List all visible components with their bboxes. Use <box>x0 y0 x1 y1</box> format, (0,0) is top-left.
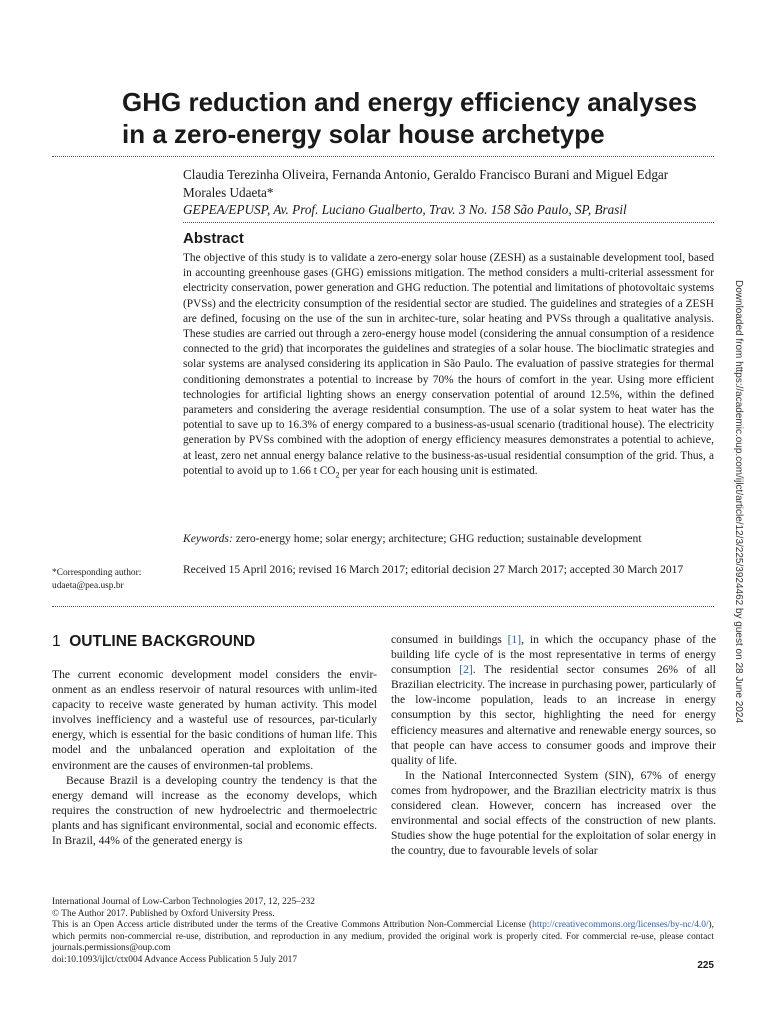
title-divider <box>52 156 714 157</box>
author-affiliation: GEPEA/EPUSP, Av. Prof. Luciano Gualberto, Trav. 3 No. 158 São Paulo, SP, Brasil <box>183 202 627 217</box>
right-paragraph-1 <box>391 632 716 768</box>
right-paragraph-2: In the National Interconnected System (SIN), 67% of energy comes from hydropower, and the Brazilian electricity matrix is thus considered clean. However, concern has increased over the environmental and social effects of the construction of new plants. Studies show the huge potential for the exploitation of solar energy in the country, due to favourable levels of solar <box>391 768 716 858</box>
license-link[interactable]: http://creativecommons.org/licenses/by-nc/4.0/ <box>532 920 709 931</box>
corresponding-author-label: *Corresponding author: <box>52 568 142 578</box>
download-watermark <box>732 280 744 740</box>
co2-subscript: 2 <box>335 470 340 480</box>
left-paragraph-1: The current economic development model considers the envir-onment as an endless reservoir of natural resources with unlim-ited capacity to receive waste generated by human activity. This model involves inefficiency and a wasteful use of resources, par-ticularly energy, which is essential for the basic conditions of human life. This model and the unbalanced operation and exploitation of the environment are the causes of environmen-tal problems. <box>52 668 377 772</box>
right-paragraph-1-a: consumed in buildings <box>391 633 508 646</box>
download-watermark-text: Downloaded from https://academic.oup.com/ijlct/article/12/3/225/3924462 by guest on 28 June 2024 <box>733 280 744 724</box>
journal-citation: International Journal of Low-Carbon Technologies 2017, 12, 225–232 <box>52 897 315 907</box>
license-text-a: This is an Open Access article distributed under the terms of the Creative Commons Attribution Non-Commercial License ( <box>52 920 533 931</box>
paper-title: GHG reduction and energy efficiency analyses in a zero-energy solar house archetype <box>122 87 698 149</box>
right-paragraph-1-c: . The residential sector consumes 26% of all Brazilian electricity. The increase in purchasing power, particularly of the low-income population, leads to an increase in energy consumption by this sector, highlighting the need for energy efficiency measures and alternative and renewable energy sources, so that people can have access to consumer goods and improve their quality of life. <box>391 663 716 767</box>
page-footer <box>52 897 714 967</box>
affiliation-divider <box>183 222 714 223</box>
right-column <box>391 632 716 858</box>
citation-link-1[interactable]: [1] <box>507 633 522 646</box>
corresponding-author-email[interactable]: udaeta@pea.usp.br <box>52 581 124 591</box>
section-number: 1 <box>52 633 61 650</box>
keywords-list: zero-energy home; solar energy; architecture; GHG reduction; sustainable development <box>232 532 642 545</box>
abstract-text <box>183 251 714 482</box>
keywords-label: Keywords: <box>183 532 233 545</box>
received-dates: Received 15 April 2016; revised 16 March 2017; editorial decision 27 March 2017; accepted 30 March 2017 <box>183 564 684 576</box>
left-paragraph-2: Because Brazil is a developing country the tendency is that the energy demand will increase as the economy develops, which requires the construction of new hydroelectric and thermoelectric plants and has significant environmental, social and economic effects. In Brazil, 44% of the generated energy is <box>52 773 377 848</box>
license-notice <box>52 920 714 955</box>
abstract-body-end: per year for each housing unit is estimated. <box>339 464 538 477</box>
abstract-heading: Abstract <box>183 230 244 247</box>
corresponding-author <box>52 567 177 593</box>
front-matter-divider <box>52 606 714 607</box>
license-text-b: ), which permits non-commercial re-use, distribution, and reproduction in any medium, provided the original work is properly cited. For commercial re-use, please contact journals.permissions@oup.com <box>52 920 714 954</box>
section-heading <box>52 633 255 651</box>
abstract-body: The objective of this study is to validate a zero-energy solar house (ZESH) as a sustainable development tool, based in accounting greenhouse gases (GHG) emissions mitigation. The method considers a multi-criterial assessment for electricity conservation, power generation and GHG reduction. The potential and limitations of photovoltaic systems (PVSs) and the electricity consumption of the residential sector are studied. The guidelines and strategies of a ZESH are defined, focusing on the use of the sun in architec-ture, solar heating and PVSs through a qualitative analysis. These studies are carried out through a zero-energy house model (considering the annual consumption of a residence connected to the grid) that incorporates the guidelines and strategies of a solar house. The bioclimatic strategies and solar systems are analysed considering its application in São Paulo. The evaluation of passive strategies for thermal conditioning demonstrates a potential to increase by 70% the hours of comfort in the year. Using more efficient technologies for artificial lighting shows an energy conservation potential of around 12.5%, within the defined parameters and considering the average residential consumption. The use of a solar system to heat water has the potential to save up to 16.3% of energy compared to a business-as-usual scenario (traditional house). The electricity generation by PVSs combined with the adoption of energy efficiency measures demonstrates a potential to achieve, at least, zero net annual energy balance relative to the business-as-usual residential consumption of the grid. Thus, a potential to avoid up to 1.66 t CO <box>183 252 714 477</box>
author-list: Claudia Terezinha Oliveira, Fernanda Antonio, Geraldo Francisco Burani and Miguel Edgar Morales Udaeta* <box>183 167 669 200</box>
left-column <box>52 667 377 848</box>
keywords <box>183 531 714 546</box>
doi-line: doi:10.1093/ijlct/ctx004 Advance Access Publication 5 July 2017 <box>52 954 298 965</box>
copyright-notice: © The Author 2017. Published by Oxford University Press. <box>52 908 275 919</box>
citation-link-2[interactable]: [2] <box>459 663 473 677</box>
right-paragraph-1-b: , in which the occupancy phase of the building life cycle of is the most representative in terms of energy consumption <box>391 633 716 677</box>
page-number: 225 <box>697 960 714 971</box>
section-title: OUTLINE BACKGROUND <box>69 633 256 650</box>
